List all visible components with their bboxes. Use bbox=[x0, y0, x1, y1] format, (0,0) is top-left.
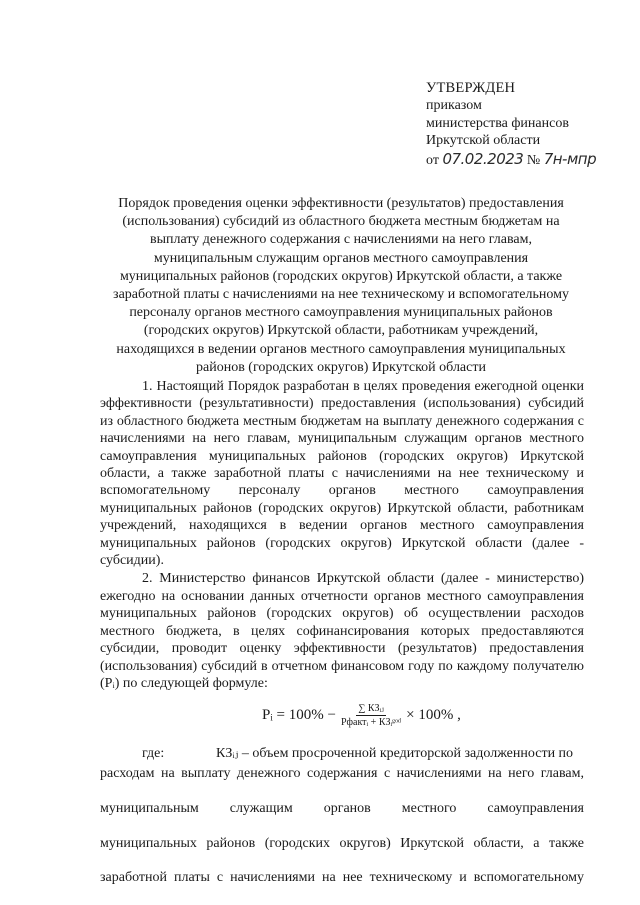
title-line: муниципальным служащим органов местного самоуправления bbox=[153, 250, 529, 266]
approval-date-line bbox=[426, 151, 626, 169]
legend-first-line bbox=[100, 745, 584, 765]
legend-line: муниципальных районов (городских округов) Иркутской области, а также bbox=[100, 835, 584, 851]
legend-line: расходам на выплату денежного содержания с начислениями на него главам, bbox=[100, 766, 584, 781]
legend-line: муниципальным служащим органов местного самоуправления bbox=[100, 800, 584, 816]
title-line: персоналу органов местного самоуправления муниципальных районов bbox=[129, 305, 553, 321]
title-line: выплату денежного содержания с начислениями на него главам, bbox=[150, 232, 532, 248]
title-line: муниципальных районов (городских округов) Иркутской области, а также bbox=[119, 268, 563, 284]
paragraph-2: 2. Министерство финансов Иркутской области (далее - министерство) ежегодно на основании данных отчетности органов местного самоуправления муниципальных районов (городских округов) об осуществлении расходов местного бюджета, в целях софинансирования которых предоставляются субсидии, проводит оценку эффективности (результатов) предоставления (использования) субсидий в отчетном финансовом году по каждому получателю (Pᵢ) по следующей формуле: bbox=[100, 571, 584, 691]
title-line: районов (городских округов) Иркутской области bbox=[196, 359, 486, 375]
legend-definition: КЗᵢⱼ – объем просроченной кредиторской задолженности по bbox=[216, 746, 574, 761]
formula-fraction bbox=[339, 703, 403, 728]
approval-stamp bbox=[426, 80, 626, 169]
title-line: (использования) субсидий из областного бюджета местным бюджетам на bbox=[122, 214, 560, 230]
title-line: (городских округов) Иркутской области, работникам учреждений, bbox=[143, 323, 539, 339]
formula-legend bbox=[100, 745, 584, 904]
legend-line: заработной платы с начислениями на нее техническому и вспомогательному bbox=[100, 870, 584, 886]
formula bbox=[262, 697, 461, 733]
formula-denominator: Рфактᵢ + КЗᵢᵍᵒᵈ bbox=[340, 716, 402, 728]
formula-numerator: ∑ КЗᵢⱼ bbox=[358, 702, 384, 714]
title-line: находящихся в ведении органов местного самоуправления муниципальных bbox=[116, 341, 566, 357]
formula-lhs: Pᵢ = 100% − bbox=[262, 706, 336, 723]
formula-rhs: × 100% , bbox=[406, 706, 461, 723]
paragraph-1: 1. Настоящий Порядок разработан в целях проведения ежегодной оценки эффективности (результативности) предоставления (использования) субсидий из областного бюджета местным бюджетам на выплату денежного содержания с начислениями на него главам, муниципальным служащим органов местного самоуправления муниципальных районов (городских округов) Иркутской области, а также заработной платы с начислениями на нее техническому и вспомогательному персоналу органов местного самоуправления муниципальных районов (городских округов) Иркутской области, работникам учреждений, находящихся в ведении органов местного самоуправления муниципальных районов (городских округов) Иркутской области (далее - субсидии). bbox=[100, 379, 584, 569]
where-label: где: bbox=[142, 746, 165, 761]
handwritten-date: 07.02.2023 bbox=[442, 149, 524, 168]
approval-line: Иркутской области bbox=[426, 133, 541, 149]
title-line: Порядок проведения оценки эффективности (результатов) предоставления bbox=[118, 196, 564, 211]
handwritten-number: 7н-мпр bbox=[543, 149, 597, 168]
approval-line: приказом bbox=[426, 98, 482, 114]
approval-line: министерства финансов bbox=[426, 115, 569, 131]
number-sign: № bbox=[526, 152, 541, 168]
document-title bbox=[96, 195, 586, 377]
approval-heading: УТВЕРЖДЕН bbox=[426, 80, 516, 96]
document-body bbox=[100, 378, 584, 692]
title-line: заработной платы с начислениями на нее техническому и вспомогательному bbox=[113, 287, 569, 303]
date-prefix: от bbox=[426, 152, 439, 168]
